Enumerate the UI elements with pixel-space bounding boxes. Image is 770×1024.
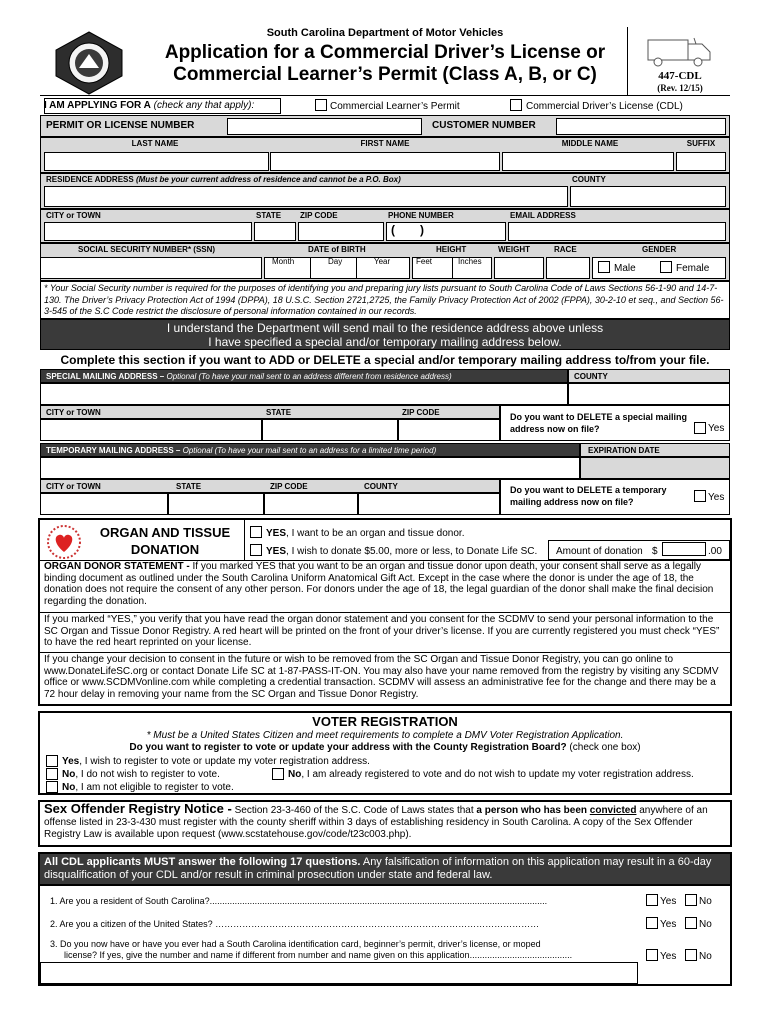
state-label: STATE — [256, 211, 282, 220]
q3-answer-field[interactable] — [40, 962, 638, 984]
form-number: 447-CDL — [658, 70, 702, 82]
residence-label: RESIDENCE ADDRESS (Must be your current address of residence and cannot be a P.O. Box) — [46, 175, 401, 184]
applying-label: I AM APPLYING FOR A (check any that apply): — [44, 100, 255, 111]
donation-amount-field[interactable] — [662, 542, 706, 556]
cdl-question-2: 2. Are you a citizen of the United States? ……………………………………………………………………………………………… — [50, 919, 540, 929]
q3-no-checkbox[interactable] — [685, 949, 697, 961]
q1-no-checkbox[interactable] — [685, 894, 697, 906]
voter-note: * Must be a United States Citizen and meet requirements to complete a DMV Voter Registration Application. — [146, 730, 624, 741]
first-name-label: FIRST NAME — [360, 139, 410, 148]
special-city-label: CITY or TOWN — [46, 408, 101, 417]
voter-not-eligible-checkbox[interactable] — [46, 781, 58, 793]
donate-five-label: YES, I wish to donate $5.00, more or less, to Donate Life SC. — [266, 546, 538, 557]
email-label: EMAIL ADDRESS — [510, 211, 576, 220]
female-label: Female — [676, 263, 710, 274]
organ-donor-statement: ORGAN DONOR STATEMENT - If you marked YES that you want to be an organ and tissue donor upon death, your consent shall serve as a legally binding document as outlined under the South Carolina Uniform Anatomical Gift Act. Except in the case where the donor is under the age of 18, the donation does not require the consent of any other person. For donors under the age of 18, the legal guardian of the donor shall make the final decision regarding the donation. — [44, 561, 714, 607]
special-city-field[interactable] — [40, 419, 262, 441]
voter-yes-checkbox[interactable] — [46, 755, 58, 767]
email-field[interactable] — [508, 222, 726, 241]
red-heart-icon — [46, 524, 82, 560]
q2-no-label: No — [699, 919, 712, 930]
voter-title: VOTER REGISTRATION — [312, 714, 458, 729]
customer-number-field[interactable] — [556, 118, 726, 135]
middle-name-label: MIDDLE NAME — [561, 139, 619, 148]
form-title-line2: Commercial Learner’s Permit (Class A, B, or C) — [173, 64, 597, 85]
cdl-question-3-line2: license? If yes, give the number and name if different from number and name given on this application......................................... — [64, 950, 573, 960]
ssn-privacy-notice: * Your Social Security number is required for the purposes of identifying you and preparing jury lists pursuant to South Carolina Code of Laws Sections 56-1-90 and 14-7-130. The Driver’s Privacy Protection Act of 1994 (DPPA), 18 U.S.C. Section 2721,2725, the Family Privacy Protection Act of 2002 (FPPA), 30-2-10 et seq., and Section 56-3-545 of the S.C Code restrict the disclosure of personal information contained in our records. — [44, 283, 724, 316]
mail-notice-line1: I understand the Department will send mail to the residence address above unless — [166, 321, 604, 335]
delete-special-yes-label: Yes — [708, 423, 725, 434]
form-revision: (Rev. 12/15) — [657, 83, 703, 93]
cdl-checkbox[interactable] — [510, 99, 522, 111]
residence-county-label: COUNTY — [572, 175, 606, 184]
last-name-label: LAST NAME — [131, 139, 179, 148]
dob-day-hint: Day — [328, 257, 343, 266]
male-checkbox[interactable] — [598, 261, 610, 273]
residence-address-field[interactable] — [44, 186, 568, 207]
special-state-label: STATE — [266, 408, 292, 417]
learner-permit-checkbox[interactable] — [315, 99, 327, 111]
cdl-heading: All CDL applicants MUST answer the following 17 questions. Any falsification of information on this application may result in a 60-day disqualification of your CDL and/or result in criminal prosecution under state and federal law. — [44, 856, 712, 881]
donation-cents: .00 — [708, 546, 722, 557]
dob-label: DATE of BIRTH — [308, 245, 366, 254]
suffix-field[interactable] — [676, 152, 726, 171]
temp-mailing-label: TEMPORARY MAILING ADDRESS – Optional (To have your mail sent to an address for a limited time period) — [46, 446, 437, 455]
expiration-field[interactable] — [580, 457, 730, 479]
organ-change-paragraph: If you change your decision to consent in the future or wish to be removed from the SC Organ and Tissue Donor Registry, you can go online to www.DonateLifeSC.org or contact Donate Life SC at 1-87-PASS-IT-ON. You may also have your name removed from the registry by visiting any SCDMV office or www.SCDMVonline.com while completing a credential transaction. SCDMV will assess an administrative fee for the change and there may be a 72 hour delay in removing your name from the SC Organ and Tissue Donor Registry. — [44, 654, 719, 700]
race-label: RACE — [554, 245, 577, 254]
special-mailing-label: SPECIAL MAILING ADDRESS – Optional (To have your mail sent to an address different from residence address) — [46, 372, 452, 381]
delete-temp-question: Do you want to DELETE a temporary mailing address now on file? — [510, 485, 667, 507]
permit-number-field[interactable] — [227, 118, 422, 135]
sex-offender-notice: Sex Offender Registry Notice - Section 23-3-460 of the S.C. Code of Laws states that a person who has been convicted anywhere of an offense listed in 23-3-430 must register with the county sheriff within 3 days of establishing residency in South Carolina. A copy of the Sex Offender Registry Law is available upon request (www.scstatehouse.gov/code/t23c003.php). — [44, 801, 708, 840]
donate-five-checkbox[interactable] — [250, 544, 262, 556]
dob-month-hint: Month — [272, 257, 295, 266]
last-name-field[interactable] — [44, 152, 269, 171]
q1-no-label: No — [699, 896, 712, 907]
permit-number-label: PERMIT OR LICENSE NUMBER — [46, 120, 195, 131]
ssn-label: SOCIAL SECURITY NUMBER* (SSN) — [78, 245, 216, 254]
race-field[interactable] — [546, 257, 590, 279]
organ-donor-yes-checkbox[interactable] — [250, 526, 262, 538]
delete-special-yes-checkbox[interactable] — [694, 422, 706, 434]
voter-no-label: No, I do not wish to register to vote. — [62, 769, 220, 780]
learner-permit-label: Commercial Learner’s Permit — [330, 101, 460, 112]
delete-special-question: Do you want to DELETE a special mailing address now on file? — [510, 412, 688, 434]
special-county-label: COUNTY — [574, 372, 608, 381]
truck-icon — [646, 32, 716, 68]
height-feet-hint: Feet — [416, 257, 433, 266]
q3-yes-label: Yes — [660, 951, 677, 962]
temp-county-field[interactable] — [358, 493, 500, 515]
phone-label: PHONE NUMBER — [388, 211, 454, 220]
temp-zip-label: ZIP CODE — [270, 482, 308, 491]
q1-yes-checkbox[interactable] — [646, 894, 658, 906]
voter-question: Do you want to register to vote or update your address with the County Registration Board? (check one box) — [129, 742, 641, 753]
gender-label: GENDER — [642, 245, 677, 254]
customer-number-label: CUSTOMER NUMBER — [432, 120, 536, 131]
voter-already-registered-label: No, I am already registered to vote and do not wish to update my voter registration address. — [288, 769, 694, 780]
temp-city-field[interactable] — [40, 493, 168, 515]
height-label: HEIGHT — [436, 245, 467, 254]
organ-title-line1: ORGAN AND TISSUE — [99, 525, 231, 540]
special-county-field[interactable] — [568, 383, 730, 405]
city-label: CITY or TOWN — [46, 211, 101, 220]
donation-amount-label: Amount of donation — [556, 546, 643, 557]
organ-consent-paragraph: If you marked “YES,” you verify that you have read the organ donor statement and you consent for the SCDMV to send your personal information to the SC Organ and Tissue Donor Registry. A red heart will be printed on the front of your driver’s license. If you are currently registered you must check “YES” to have the red heart reprinted on your license. — [44, 614, 720, 649]
middle-name-field[interactable] — [502, 152, 674, 171]
special-state-field[interactable] — [262, 419, 398, 441]
q2-no-checkbox[interactable] — [685, 917, 697, 929]
expiration-label: EXPIRATION DATE — [588, 446, 660, 455]
weight-label: WEIGHT — [498, 245, 530, 254]
phone-close-paren: ) — [420, 223, 424, 237]
mail-notice-line2: I have specified a special and/or temporary mailing address below. — [208, 335, 562, 349]
temp-county-label: COUNTY — [364, 482, 398, 491]
cdl-label: Commercial Driver’s License (CDL) — [526, 101, 683, 112]
zip-label: ZIP CODE — [300, 211, 338, 220]
q2-yes-label: Yes — [660, 919, 677, 930]
special-zip-label: ZIP CODE — [402, 408, 440, 417]
residence-county-field[interactable] — [570, 186, 726, 207]
dob-year-hint: Year — [374, 257, 391, 266]
male-label: Male — [614, 263, 636, 274]
height-inches-hint: Inches — [458, 257, 482, 266]
zip-field[interactable] — [298, 222, 384, 241]
mailing-heading: Complete this section if you want to ADD or DELETE a special and/or temporary mailing address to/from your file. — [60, 353, 710, 367]
q3-no-label: No — [699, 951, 712, 962]
state-field[interactable] — [254, 222, 296, 241]
cdl-question-1: 1. Are you a resident of South Carolina?....................................................................................................................................... — [50, 896, 548, 906]
delete-temp-yes-checkbox[interactable] — [694, 490, 706, 502]
cdl-question-3: 3. Do you now have or have you ever had a South Carolina identification card, beginner’s permit, driver’s license, or moped — [50, 939, 541, 949]
weight-field[interactable] — [494, 257, 544, 279]
suffix-label: SUFFIX — [686, 139, 716, 148]
voter-yes-label: Yes, I wish to register to vote or update my voter registration address. — [62, 756, 370, 767]
q1-yes-label: Yes — [660, 896, 677, 907]
voter-already-registered-checkbox[interactable] — [272, 768, 284, 780]
temp-zip-field[interactable] — [264, 493, 358, 515]
phone-field[interactable] — [386, 222, 506, 241]
dollar-sign: $ — [652, 546, 658, 557]
first-name-field[interactable] — [270, 152, 500, 171]
special-zip-field[interactable] — [398, 419, 500, 441]
form-title-line1: Application for a Commercial Driver’s License or — [164, 42, 606, 63]
department-name: South Carolina Department of Motor Vehicles — [266, 27, 504, 39]
ssn-field[interactable] — [40, 257, 262, 279]
delete-temp-yes-label: Yes — [708, 492, 725, 503]
voter-not-eligible-label: No, I am not eligible to register to vote. — [62, 782, 234, 793]
organ-title-line2: DONATION — [130, 542, 200, 557]
q2-yes-checkbox[interactable] — [646, 917, 658, 929]
temp-state-label: STATE — [176, 482, 202, 491]
voter-no-checkbox[interactable] — [46, 768, 58, 780]
temp-city-label: CITY or TOWN — [46, 482, 101, 491]
temp-address-field[interactable] — [40, 457, 580, 479]
organ-donor-yes-label: YES, I want to be an organ and tissue donor. — [266, 528, 465, 539]
temp-state-field[interactable] — [168, 493, 264, 515]
female-checkbox[interactable] — [660, 261, 672, 273]
special-address-field[interactable] — [40, 383, 568, 405]
phone-open-paren: ( — [391, 223, 395, 237]
city-field[interactable] — [44, 222, 252, 241]
q3-yes-checkbox[interactable] — [646, 949, 658, 961]
